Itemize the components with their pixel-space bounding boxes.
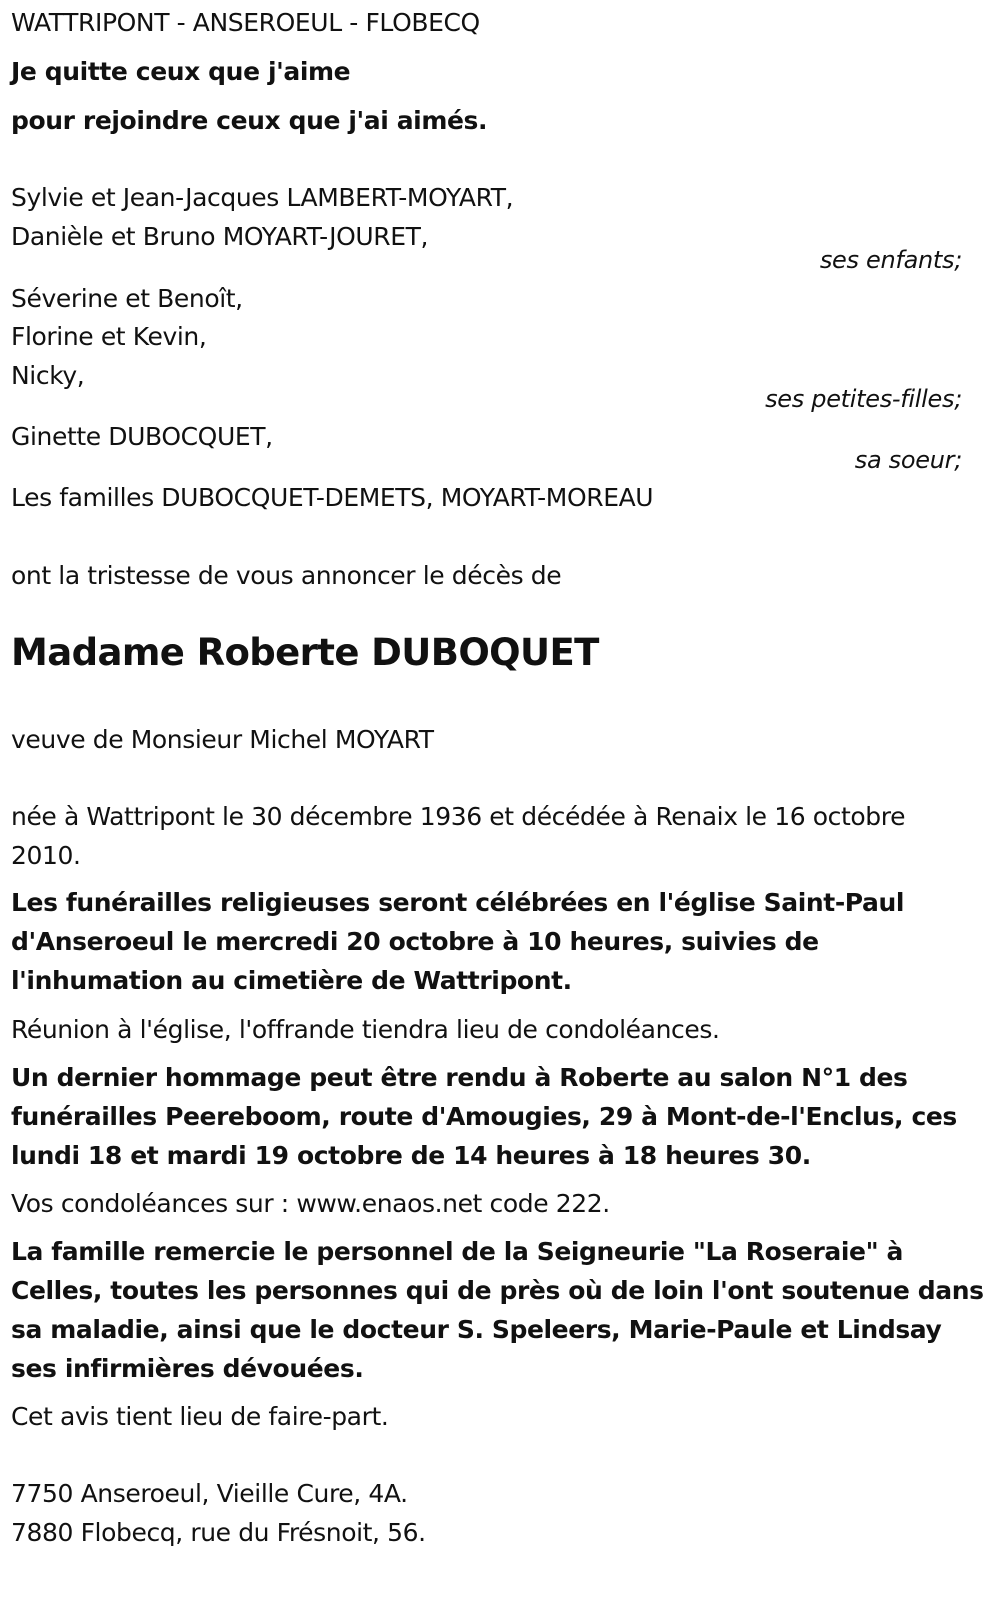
birth-death-line-2: 2010. xyxy=(11,841,81,870)
funeral-line-1: Les funérailles religieuses seront célébrées en l'église Saint-Paul xyxy=(11,888,905,917)
locations-header: WATTRIPONT - ANSEROEUL - FLOBECQ xyxy=(11,8,480,37)
birth-death-line-1: née à Wattripont le 30 décembre 1936 et décédée à Renaix le 16 octobre xyxy=(11,802,906,831)
tribute-line-1: Un dernier hommage peut être rendu à Roberte au salon N°1 des xyxy=(11,1063,908,1092)
relation-label-sister: sa soeur; xyxy=(854,446,962,474)
thanks-line-3: sa maladie, ainsi que le docteur S. Speleers, Marie-Paule et Lindsay xyxy=(11,1315,942,1344)
tribute-line-2: funérailles Peereboom, route d'Amougies, 29 à Mont-de-l'Enclus, ces xyxy=(11,1102,957,1131)
condolences-link-text: Vos condoléances sur : www.enaos.net code 222. xyxy=(11,1189,610,1218)
funeral-line-2: d'Anseroeul le mercredi 20 octobre à 10 heures, suivies de xyxy=(11,927,819,956)
epigraph-line-1: Je quitte ceux que j'aime xyxy=(11,57,351,86)
address-line: 7880 Flobecq, rue du Frésnoit, 56. xyxy=(11,1518,426,1547)
widow-of: veuve de Monsieur Michel MOYART xyxy=(11,725,434,754)
thanks-line-4: ses infirmières dévouées. xyxy=(11,1354,364,1383)
extended-families: Les familles DUBOCQUET-DEMETS, MOYART-MOREAU xyxy=(11,483,654,512)
reunion-note: Réunion à l'église, l'offrande tiendra lieu de condoléances. xyxy=(11,1015,720,1044)
deceased-name: Madame Roberte DUBOQUET xyxy=(11,631,599,674)
family-children-name: Danièle et Bruno MOYART-JOURET, xyxy=(11,222,429,251)
family-sister-name: Ginette DUBOCQUET, xyxy=(11,422,273,451)
family-grandchildren-name: Séverine et Benoît, xyxy=(11,284,243,313)
faire-part-notice: Cet avis tient lieu de faire-part. xyxy=(11,1402,389,1431)
thanks-line-2: Celles, toutes les personnes qui de près où de loin l'ont soutenue dans xyxy=(11,1276,984,1305)
announcement-intro: ont la tristesse de vous annoncer le décès de xyxy=(11,561,562,590)
relation-label-grandchildren: ses petites-filles; xyxy=(765,385,962,413)
address-line: 7750 Anseroeul, Vieille Cure, 4A. xyxy=(11,1479,408,1508)
epigraph-line-2: pour rejoindre ceux que j'ai aimés. xyxy=(11,106,488,135)
funeral-line-3: l'inhumation au cimetière de Wattripont. xyxy=(11,966,572,995)
family-grandchildren-name: Nicky, xyxy=(11,361,85,390)
tribute-line-3: lundi 18 et mardi 19 octobre de 14 heures à 18 heures 30. xyxy=(11,1141,811,1170)
family-grandchildren-name: Florine et Kevin, xyxy=(11,322,207,351)
relation-label-children: ses enfants; xyxy=(819,246,962,274)
thanks-line-1: La famille remercie le personnel de la Seigneurie "La Roseraie" à xyxy=(11,1237,903,1266)
family-children-name: Sylvie et Jean-Jacques LAMBERT-MOYART, xyxy=(11,183,514,212)
